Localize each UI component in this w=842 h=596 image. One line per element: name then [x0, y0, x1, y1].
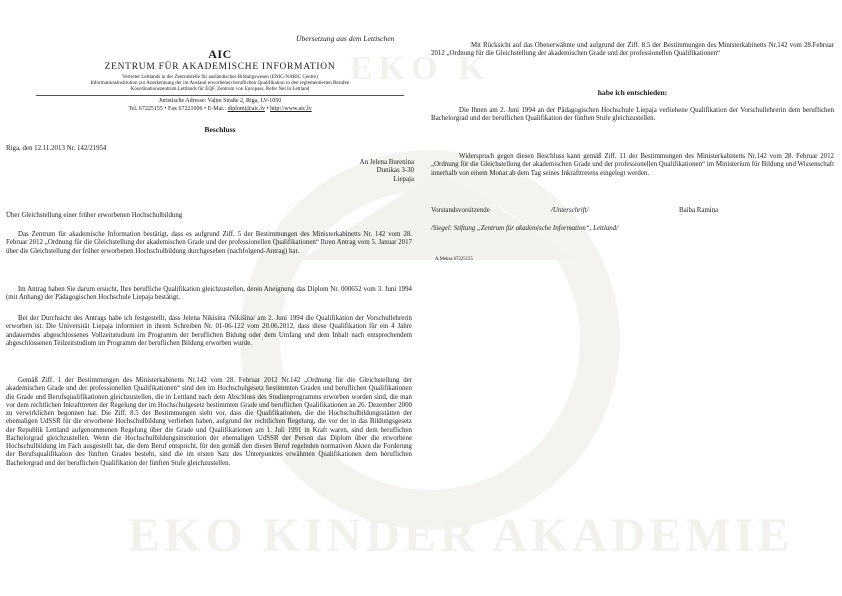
- org-full-name: ZENTRUM FÜR AKADEMISCHE INFORMATION: [104, 62, 336, 72]
- subject-line: Über Gleichstellung einer früher erworbenen Hochschulbildung: [6, 212, 183, 219]
- decision-heading: habe ich entschieden:: [597, 88, 668, 97]
- paragraph-4: Gemäß Ziff. 1 der Bestimmungen des Ministerkabinetts Nr.142 vom 28. Februar 2012 Nr.142 „Ordnung für die Gleichstellung der akademischen Grade und der professionellen Qualifikationen“ sind den im Hochschulgesetz bestimmten Graden und beruflichen Qualifikationen die Grade und Berufsqualifikationen gleichzustellen, die in Lettland nach dem Abschluss des Studienprogramms erworben worden sind, die man vor dem rechtlichen Inkrafttreten der Regelung der im Hochschulgesetz bestimmten Grade und beruflichen Qualifikationen an 26. Dezember 2000 zu verwirklichen begonnen hat. Die Ziff. 8.5 der Bestimmungen sieht vor, dass die Qualifikationen, die die Hochschulbildungsstätten der ehemaligen UdSSR für die erworbene Hochschulbildung verliehen haben, aufgrund der rechtlichen Regelung, die vor der in das Bildungsgesetz der Republik Lettland aufgenommenen Regelung über die Grade und Qualifikationen am 1. Juli 1991 in Kraft waren, sind dem beruflichen Bachelorgrad gleichzustellen. Wenn die Hochschulbildungsinstitution der ehemaligen UdSSR der Person das Diplom über die erworbene Hochschulbildung im Fach ausgestellt hat, die dem Beruf entspricht, für den gemäß den diesen Beruf regelnden normativen Akten die Forderung der Berufsqualifikation des fünften Grades besteht, sind die im ersten Satz des Unterpunktes erwähnten Qualifikationen dem beruflichen Bachelorgrad und der beruflichen Qualifikation der fünften Stufe gleichzustellen.: [6, 377, 412, 467]
- watermark-top-text: EKO K: [350, 50, 491, 87]
- watermark-bottom-text: EKO KINDER AKADEMIE: [128, 509, 794, 562]
- website-link[interactable]: http://www.aic.lv: [270, 106, 312, 112]
- footer-contact: A.Meksa 67225155: [435, 257, 473, 262]
- translation-note: Übersetzung aus dem Lettischen: [296, 34, 395, 43]
- recipient-block: [214, 159, 414, 184]
- contact-separator: •: [266, 106, 269, 112]
- signatory-name: Baiba Ramiņa: [679, 207, 719, 214]
- org-tiny-line-3: Koordinationszentrum Lettlands für EQF, Zentrum von Europass, Refer Net in Lettland: [130, 86, 310, 92]
- org-tiny-line-1: Vertreter Lettlands in der Zentralstelle für ausländisches Bildungswesen (ENIC-NARIC Centre): [122, 74, 318, 80]
- paragraph-1: Das Zentrum für akademische Information bestätigt, dass es aufgrund Ziff. 5 der Bestimmungen des Ministerkabinetts Nr. 142 vom 28. Februar 2012 „Ordnung für die Gleichstellung der akademischen Grade und der professionellen Qualifikationen“ Ihren Antrag vom 5. Januar 2017 über die Gleichstellung der früher erworbenen Hochschulbildung durchgesehen (nachfolgend-Antrag) hat.: [6, 231, 412, 255]
- header-rule: [36, 95, 404, 96]
- seal-note: /Siegel: Stiftung „Zentrum für akademische Information“, Lettland/: [431, 225, 618, 232]
- decision-paragraph: Die Ihnen am 2. Juni 1994 an der Pädagogischen Hochschule Liepaja verliehene Qualifikation der Vorschullehrerin dem beruflichen Bachelorgrad und der beruflichen Qualifikation der fünften Stufe gleichzustellen.: [431, 107, 834, 123]
- org-tiny-line-2: Informationsinstitution zur Anerkennung der im Ausland erworbenen beruflichen Qualifikation in den reglementierten Berufen: [90, 80, 350, 86]
- appeal-paragraph: Widerspruch gegen diesen Beschluss kann gemäß Ziff. 11 der Bestimmungen des Ministerkabinetts Nr.142 vom 28. Februar 2012 „Ordnung für die Gleichstellung der akademischen Grade und der professionellen Qualifikationen“ im Ministerium für Bildung und Wissenschaft innerhalb von einem Monat ab dem Tag seines Inkrafttretens eingelegt werden.: [431, 153, 834, 177]
- document-title: Beschluss: [204, 125, 236, 134]
- org-short-name: AIC: [208, 47, 232, 61]
- paragraph-3: Bei der Durchsicht des Antrags habe ich festgestellt, dass Jelena Nikisina /Nikišina/ am 2. Juni 1994 die Qualifikation der Vorschullehrerin erworben ist. Die Universität Liepaja informiert in ihrem Schreiben Nr. 01-06-122 vom 20.06.2012, dass diese Qualifikation für ein 4 Jahre andauerndes abgeschlossenes Vollzeitstudium im Programm der beruflichen Bidung oder dem Umfang und dem Inhalt nach entsprechendem abgeschlossenen Teilzeitstudium im Programm der beruflichen Bildung erworben wurde.: [6, 315, 412, 347]
- intro-paragraph: Mit Rücksicht auf das Obenerwähnte und aufgrund der Ziff. 8.5 der Bestimmungen des Ministerkabinetts Nr.142 vom 28.Februar 2012 „Ordnung für die Gleichstellung der akademischen Grade und der professionellen Qualifikationen“: [431, 42, 834, 58]
- paragraph-2: Im Antrag haben Sie darum ersucht, Ihre berufliche Qualifikation gleichzustellen, deren Aneignung das Diplom Nr. 000652 vom 3. Juni 1994 (mit Anhang) der Pädagogischen Hochschule Liepaja bestätigt.: [6, 286, 412, 302]
- signature-placeholder: /Unterschrift/: [551, 207, 589, 214]
- signature-role: Vorstandsvorsitzende: [431, 207, 490, 214]
- legal-address: Juristische Adresse: Vaļņu Straße 2, Riga, LV-1050: [158, 98, 282, 104]
- email-link[interactable]: diplomi@aic.lv: [227, 106, 265, 112]
- right-page: [421, 0, 842, 596]
- recipient-street: Dunikas 3-30: [376, 167, 414, 175]
- recipient-name: An Jelena Burenina: [359, 159, 414, 166]
- contact-phone-fax: Tel. 67225155 • Fax 67221006 • E-Mai.:: [128, 106, 227, 112]
- recipient-city: Liepaja: [393, 175, 414, 183]
- contact-line: [30, 106, 410, 113]
- date-reference: Riga, den 12.11.2013 Nr. 142/21954: [6, 145, 107, 152]
